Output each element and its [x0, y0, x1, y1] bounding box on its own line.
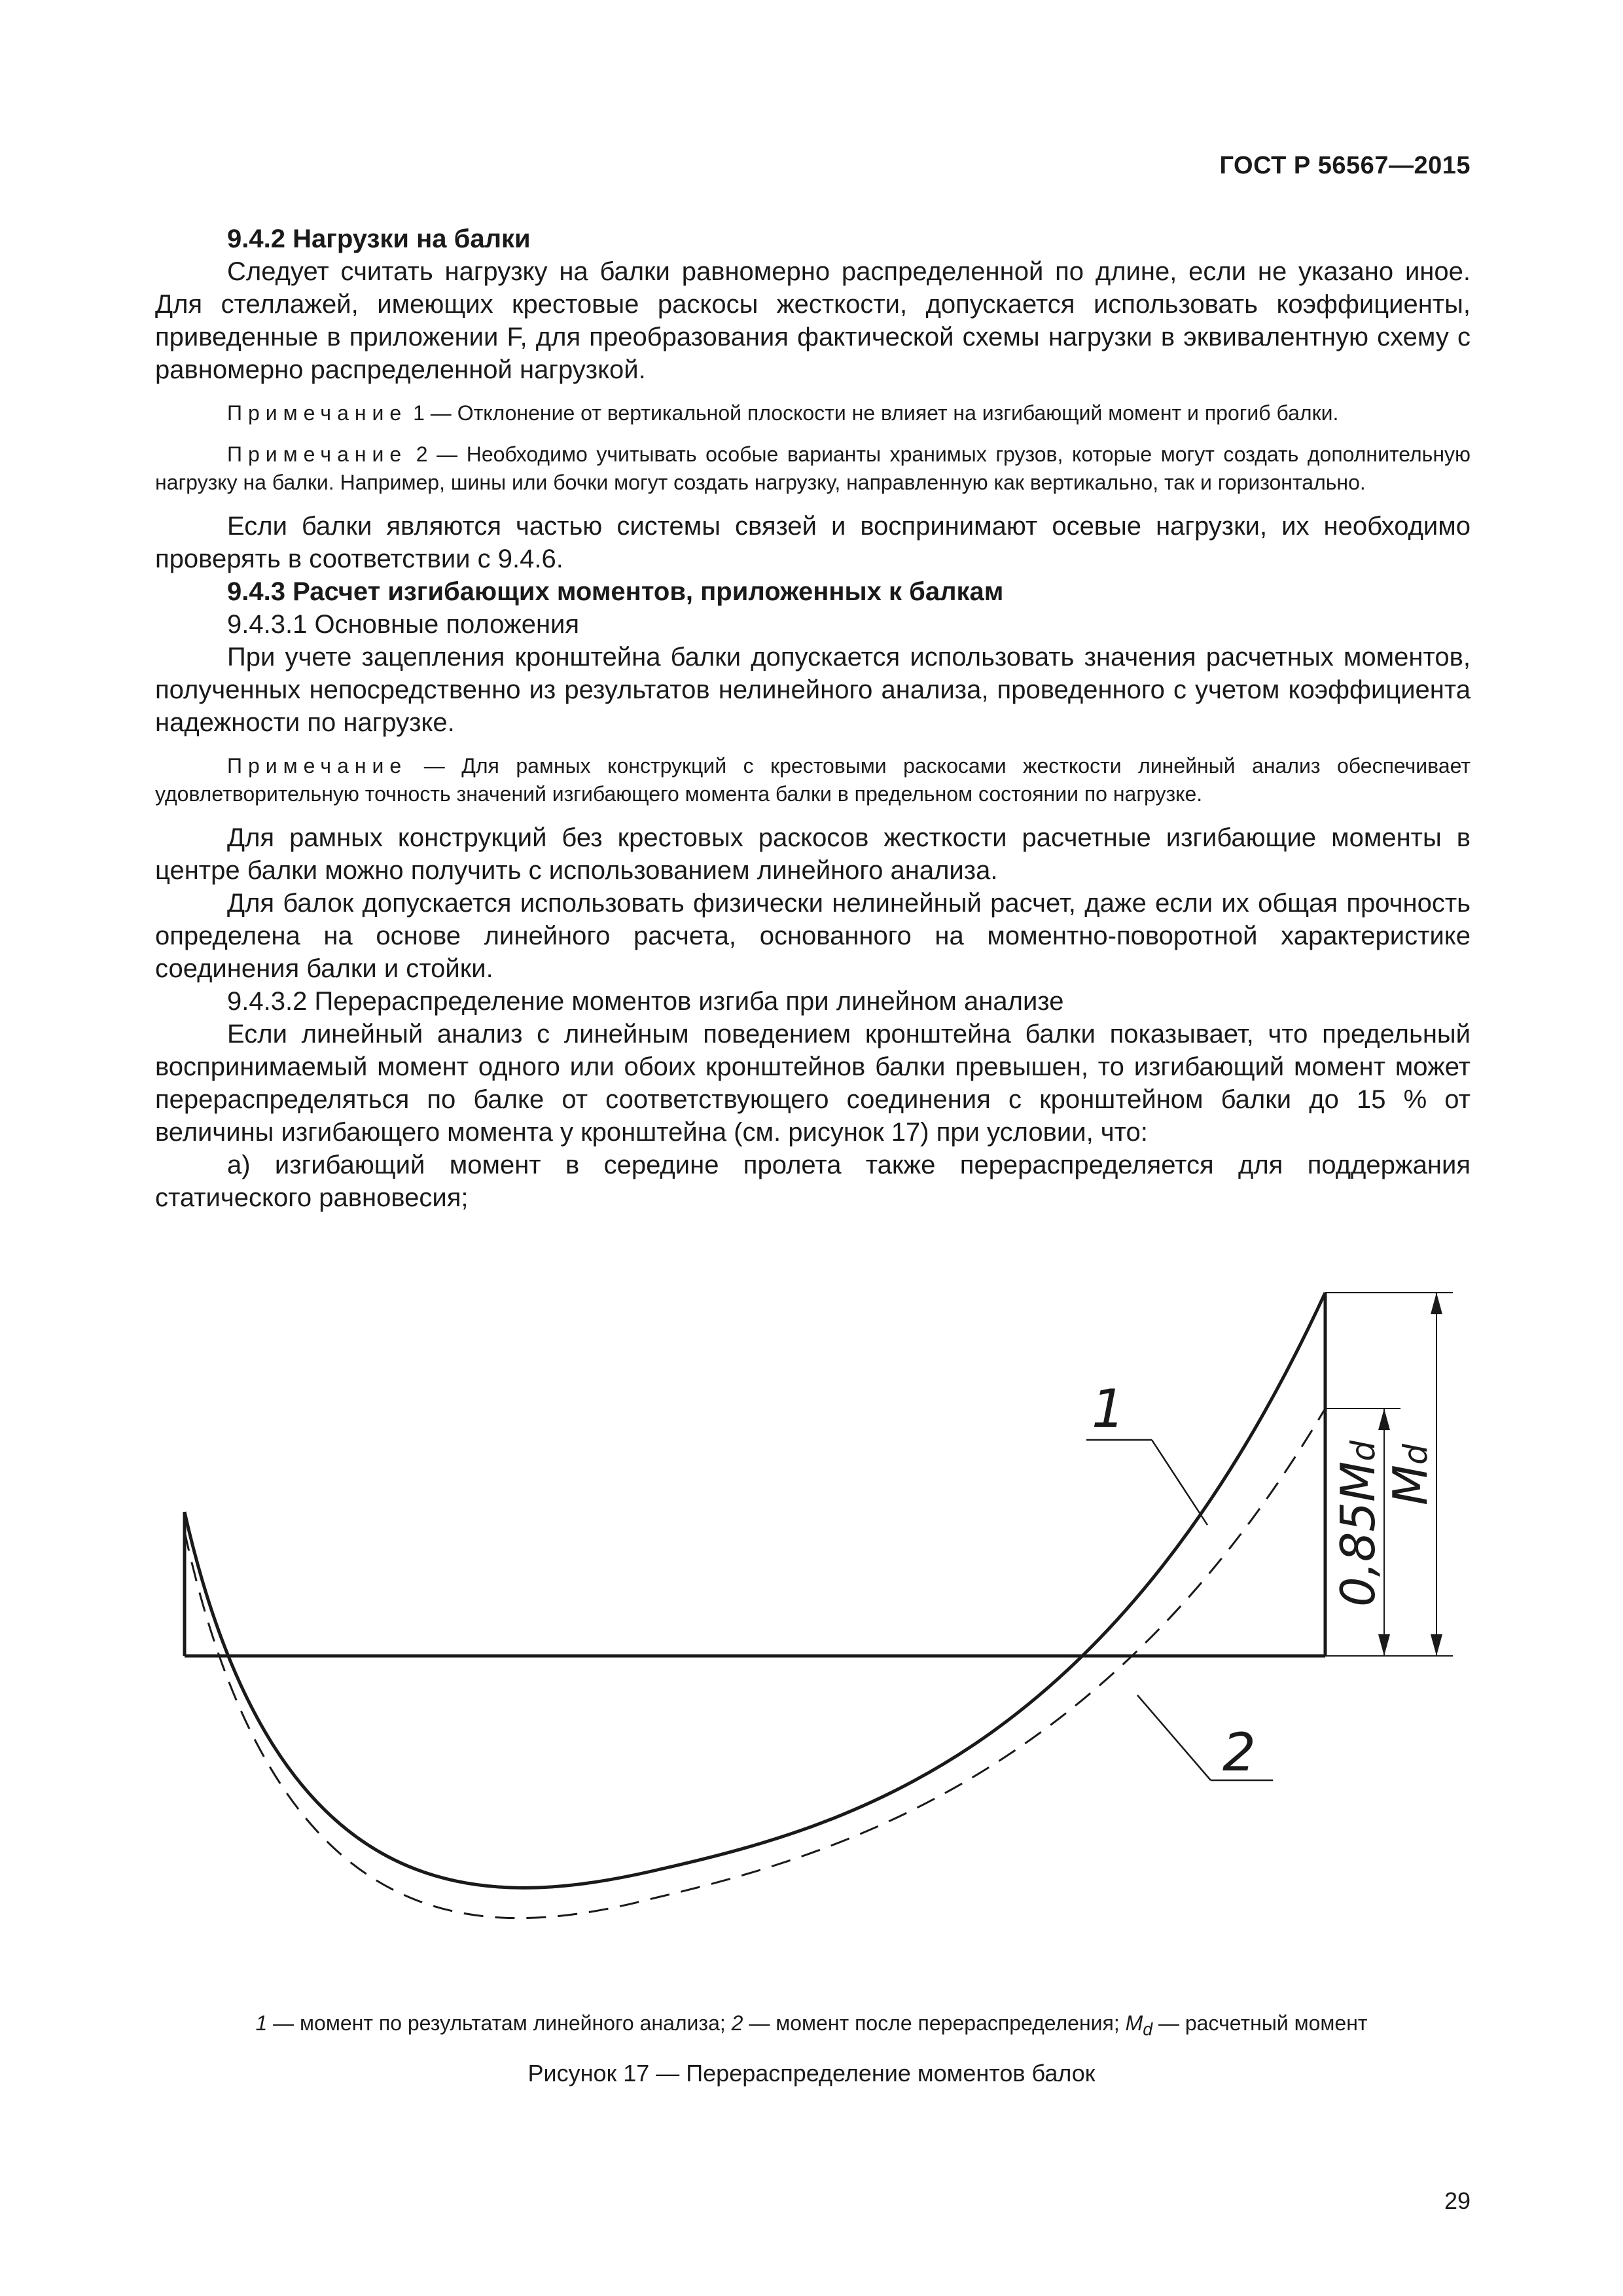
dim-label-085md-sub: d — [1344, 1440, 1382, 1462]
paragraph: Для балок допускается использовать физически нелинейный расчет, даже если их общая прочность определена на основе линейного расчета, основанного на моментно-поворотной характеристике соединения балки и стойки. — [155, 889, 1471, 983]
legend-2-text: — момент после перераспределения; — [743, 2011, 1126, 2035]
note-3 — [155, 752, 1471, 808]
figure-legend — [0, 2011, 1623, 2039]
subsection-9432-title: 9.4.3.2 Перераспределение моментов изгиба при линейном анализе — [227, 987, 1064, 1016]
main-text — [155, 223, 1471, 1214]
dim-label-md-main: M — [1383, 1464, 1438, 1505]
legend-md-text: — расчетный момент — [1152, 2011, 1368, 2035]
list-item-a: а) изгибающий момент в середине пролета также перераспределяется для поддержания статического равновесия; — [155, 1151, 1471, 1212]
note-1 — [155, 399, 1471, 427]
paragraph: При учете зацепления кронштейна балки допускается использовать значения расчетных моментов, полученных непосредственно из результатов нелинейного анализа, проведенного с учетом коэффициента надежности по нагрузке. — [155, 643, 1471, 737]
paragraph: Если линейный анализ с линейным поведением кронштейна балки показывает, что предельный воспринимаемый момент одного или обоих кронштейнов балки превышен, то изгибающий момент может перераспределяться по балке от соответствующего соединения с кронштейном балки до 15 % от величины изгибающего момента у кронштейна (см. рисунок 17) при условии, что: — [155, 1020, 1471, 1147]
legend-1-num: 1 — [255, 2011, 268, 2035]
section-943-title: 9.4.3 Расчет изгибающих моментов, приложенных к балкам — [227, 577, 1004, 606]
note-text: — Для рамных конструкций с крестовыми раскосами жесткости линейный анализ обеспечивает удовлетворительную точность значений изгибающего момента балки в предельном состоянии по нагрузке. — [155, 754, 1471, 806]
legend-md: M — [1125, 2011, 1143, 2035]
legend-2-num: 2 — [731, 2011, 743, 2035]
paragraph: Для рамных конструкций без крестовых раскосов жесткости расчетные изгибающие моменты в центре балки можно получить с использованием линейного анализа. — [155, 823, 1471, 885]
dim-label-md-sub: d — [1397, 1444, 1435, 1465]
subsection-9431-title: 9.4.3.1 Основные положения — [227, 610, 580, 639]
section-942-title: 9.4.2 Нагрузки на балки — [227, 224, 531, 253]
note-text: 2 — Необходимо учитывать особые варианты хранимых грузов, которые могут создать дополнительную нагрузку на балки. Например, шины или бочки могут создать нагрузку, направленную как вертикально, так и горизонтально. — [155, 442, 1471, 494]
leader-line-1-diag — [1152, 1440, 1207, 1525]
document-code: ГОСТ Р 56567—2015 — [1219, 152, 1471, 179]
figure-17-diagram — [0, 1244, 1623, 1996]
arrow-icon — [1378, 1408, 1390, 1430]
arrow-icon — [1431, 1293, 1442, 1314]
arrow-icon — [1431, 1634, 1442, 1656]
moment-curve-linear — [185, 1293, 1325, 1888]
leader-line-2-diag — [1137, 1695, 1211, 1780]
note-2 — [155, 440, 1471, 497]
note-label: Примечание — [227, 754, 408, 778]
moment-curve-redistributed — [185, 1408, 1325, 1918]
page-number: 29 — [1444, 2187, 1471, 2214]
figure-caption: Рисунок 17 — Перераспределение моментов балок — [527, 2060, 1096, 2087]
paragraph: Если балки являются частью системы связей и воспринимают осевые нагрузки, их необходимо проверять в соответствии с 9.4.6. — [155, 512, 1471, 573]
note-text: 1 — Отклонение от вертикальной плоскости не влияет на изгибающий момент и прогиб балки. — [413, 401, 1339, 425]
dim-label-085md — [1330, 1441, 1385, 1607]
curve-label-1: 1 — [1092, 1378, 1125, 1439]
dim-label-085md-main: 0,85M — [1330, 1461, 1385, 1607]
note-label: Примечание — [227, 442, 408, 466]
legend-md-sub: d — [1143, 2019, 1153, 2039]
curve-label-2: 2 — [1222, 1722, 1256, 1783]
dim-label-md — [1383, 1444, 1438, 1505]
legend-1-text: — момент по результатам линейного анализа; — [267, 2011, 732, 2035]
arrow-icon — [1378, 1634, 1390, 1656]
note-label: Примечание — [227, 401, 408, 425]
paragraph: Следует считать нагрузку на балки равномерно распределенной по длине, если не указано иное. Для стеллажей, имеющих крестовые раскосы жесткости, допускается использовать коэффициенты, приведенные в приложении F, для преобразования фактической схемы нагрузки в эквивалентную схему с равномерно распределенной нагрузкой. — [155, 257, 1471, 384]
